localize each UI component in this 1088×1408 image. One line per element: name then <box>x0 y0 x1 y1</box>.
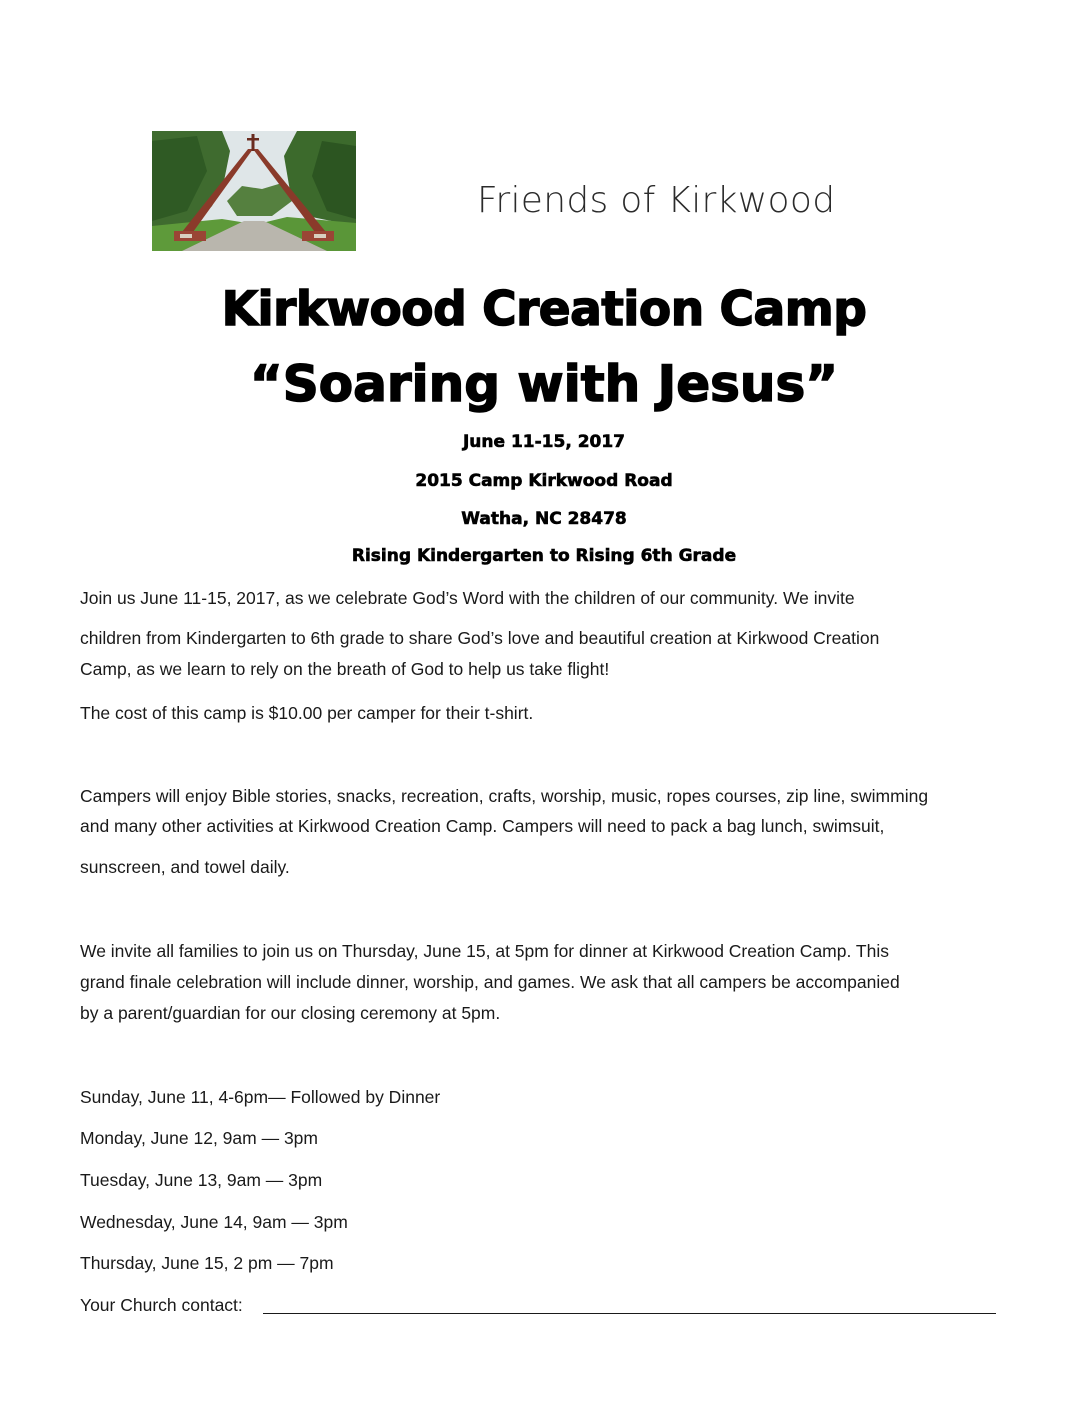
activities-line: sunscreen, and towel daily. <box>80 857 290 877</box>
activities-line: and many other activities at Kirkwood Creation Camp. Campers will need to pack a bag lunch, swimsuit, <box>80 816 885 836</box>
camp-grades: Rising Kindergarten to Rising 6th Grade <box>351 546 737 566</box>
cost-text: The cost of this camp is $10.00 per camper for their t-shirt. <box>80 703 534 723</box>
intro-line: children from Kindergarten to 6th grade to share God’s love and beautiful creation at Kirkwood Creation <box>80 628 880 648</box>
camp-title: Kirkwood Creation Camp <box>221 282 867 337</box>
camp-theme: “Soaring with Jesus” <box>249 355 839 413</box>
finale-line: grand finale celebration will include dinner, worship, and games. We ask that all campers be accompanied <box>80 972 900 992</box>
schedule-item: Wednesday, June 14, 9am — 3pm <box>80 1212 348 1232</box>
schedule-item: Tuesday, June 13, 9am — 3pm <box>80 1170 323 1190</box>
church-contact-label: Your Church contact: <box>80 1295 243 1315</box>
activities-line: Campers will enjoy Bible stories, snacks, recreation, crafts, worship, music, ropes courses, zip line, swimming <box>80 786 929 806</box>
intro-line: Camp, as we learn to rely on the breath of God to help us take flight! <box>80 659 610 679</box>
schedule-item: Thursday, June 15, 2 pm — 7pm <box>80 1253 334 1273</box>
schedule-item: Sunday, June 11, 4-6pm— Followed by Dinner <box>80 1087 441 1107</box>
org-name: Friends of Kirkwood <box>477 180 836 221</box>
camp-dates: June 11-15, 2017 <box>462 432 626 452</box>
finale-line: by a parent/guardian for our closing ceremony at 5pm. <box>80 1003 501 1023</box>
camp-city: Watha, NC 28478 <box>461 509 627 529</box>
finale-line: We invite all families to join us on Thursday, June 15, at 5pm for dinner at Kirkwood Creation Camp. This <box>80 941 889 961</box>
church-contact-blank-line <box>263 1313 996 1314</box>
camp-entrance-photo <box>152 131 356 251</box>
intro-line: Join us June 11-15, 2017, as we celebrate God’s Word with the children of our community. We invite <box>80 588 855 608</box>
camp-street: 2015 Camp Kirkwood Road <box>415 471 673 491</box>
schedule-item: Monday, June 12, 9am — 3pm <box>80 1128 318 1148</box>
